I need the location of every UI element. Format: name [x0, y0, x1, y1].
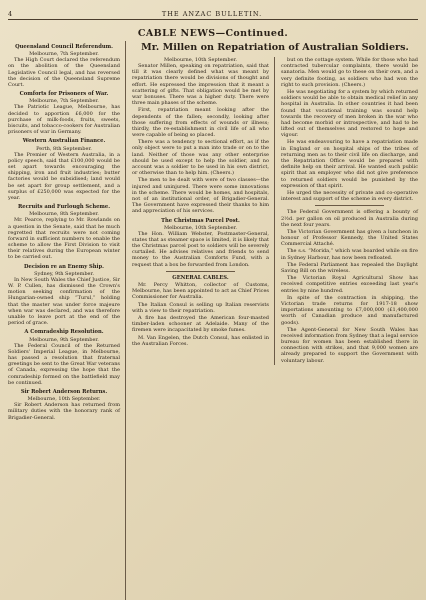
article-paragraph: The Italian Consul is selling up Italian reservists with a view to their repatriation. — [132, 301, 269, 314]
article — [281, 205, 418, 364]
article-paragraph: The Agent-General for New South Wales has received information from Sydney that a legal service bureau for women has been established there in connection with strikes, and that 9,000 women are already prepared to support the Government with voluntary labour. — [281, 326, 418, 364]
page-number: 4 — [8, 10, 13, 18]
article — [8, 389, 120, 421]
article — [8, 91, 120, 135]
article-paragraph: Senator Millen, speaking on repatriation, said that till it was clearly defined what was meant by repatriation there would be divisions of thought and effort. He expressed the impression that it meant a scattering of gifts. That obligation would be met by war bonuses. There was a higher duty. There were three main phases of the scheme. — [132, 63, 269, 107]
article-headline: A Comradeship Resolution. — [24, 329, 104, 336]
article-paragraph: The Premier of Western Australia, in a policy speech, said that £100,000 would be set apart towards encouraging the shipping, iron and fruit industries; butter factories would be subsidised; land would be set apart for group settlement, and a surplus of £250,000 was expected for the year. — [8, 151, 120, 201]
article — [8, 329, 120, 386]
article-paragraph: He was endeavouring to have a repatriation made in England or on hospital ships of the tribes of returning men as to their civil life on discharge, and the Repatriation Office would be prepared with definite help on their arrival. He wanted such public spirit that an employer who did not give preference to returned soldiers would be punished by the expression of that spirit. — [281, 139, 418, 189]
column-middle — [132, 57, 275, 365]
column-rule — [166, 271, 235, 272]
column-rule — [315, 205, 384, 206]
article-paragraph: Mr. Percy Whitton, collector of Customs, Melbourne, has been appointed to act as Chief Prices Commissioner for Australia. — [132, 282, 269, 301]
article-headline: Decision re an Enemy Ship. — [24, 263, 104, 270]
article — [8, 204, 120, 261]
publication-title: THE ANZAC BULLETIN. — [161, 10, 263, 18]
article-paragraph: but on the cottage system. While for those who had contracted tubercular complaints, there would be sanatoria. Men would go to these on their own, and a very definite footing, as soldiers who had won the right to such provision. (Cheers.) — [281, 57, 418, 88]
article-paragraph: The Victorian Government has given a luncheon in honour of Professor Kennedy, the United States Commercial Attaché. — [281, 228, 418, 248]
article — [132, 271, 269, 347]
article-paragraph: The Federal Government is offering a bounty of 2½d. per gallon on oil produced in Australia during the next four years. — [281, 209, 418, 228]
article-paragraph: The Federal Parliament has repealed the Daylight Saving Bill on the wireless. — [281, 261, 418, 274]
article — [8, 44, 120, 88]
article-paragraph: In spite of the contraction in shipping, the Victorian trade returns for 1917-18 show importations amounting to £7,000,000 (£1,400,000 worth of Canadian produce and manufactured goods). — [281, 294, 418, 326]
article-paragraph: The men to be dealt with were of two classes—the injured and uninjured. There were some innovations in the scheme. There would be homes, and hospitals, not of an institutional order, of Brigadier-General. The Government have expressed their thanks to him and appreciation of his services. — [132, 177, 269, 215]
article-dateline: Melbourne, 7th September. — [29, 51, 99, 58]
article-headline: Queensland Council Referendum. — [15, 44, 113, 50]
article-dateline: Perth, 8th September. — [36, 145, 92, 152]
article-headline: Comforts for Prisoners of War. — [19, 91, 109, 98]
article-dateline: Sydney, 9th September. — [34, 270, 94, 277]
article-paragraph: He was negotiating for a system by which returned soldiers would be able to obtain medical relief in any hospital in Australia. In other countries it had been found that vocational training was sound help towards the recovery of men broken in the war who had become morbid or introspective, and had to be lifted out of themselves and restored to hope and vigour. — [281, 88, 418, 139]
article — [8, 264, 120, 327]
article-dateline: Melbourne, 9th September. — [29, 336, 99, 343]
article-paragraph: The Victorian Royal Agricultural Show has received competitive entries exceeding last year's entries by nine hundred. — [281, 275, 418, 294]
article-paragraph: There was a tendency to sectional effort, as if the only object were to put a man into trade or on to the land. Neither of those was any other enterprise should be used except to help the soldier, and no account was a soldier to be used in his own district, or otherwise than to help him. (Cheers.) — [132, 139, 269, 177]
columns — [8, 41, 418, 600]
article-paragraph: M. Van Engelen, the Dutch Consul, has enlisted in the Australian Forces. — [132, 334, 269, 347]
article-headline: Recruits and Furlough Scheme. — [17, 204, 110, 211]
feature-headline: Mr. Millen on Repatriation of Australian Soldiers. — [141, 42, 409, 53]
article-dateline: Melbourne, 7th September. — [29, 98, 99, 105]
column-right — [281, 57, 418, 365]
article-headline: GENERAL CABLES. — [172, 274, 229, 281]
article-paragraph: First, repatriation meant looking after the dependents of the fallen; secondly, looking after those suffering from effects of wounds or illness; thirdly, the re-establishment in civil life of all who were capable of being so placed. — [132, 107, 269, 139]
article-paragraph: The Patriotic League, Melbourne, has decided to apportion £6,000 for the purchase of milk-foods, fruits, sweets, biscuits, and tobacco-cookers for Australian prisoners of war in Germany. — [8, 104, 120, 136]
article-headline: The Christmas Parcel Post. — [161, 217, 240, 224]
article-paragraph: A fire has destroyed the American four-masted timber-laden schooner at Adelaide. Many of the firemen were incapacitated by smoke fumes. — [132, 315, 269, 334]
article-paragraph: Mr. Pearce, replying to Mr. Rowlands on a question in the Senate, said that he much regretted that recruits were not coming forward in sufficient numbers to enable the scheme to allow the First Division to visit their relatives during the European winter to be carried out. — [8, 217, 120, 261]
article-paragraph: The Federal Council of the Returned Soldiers' Imperial League, in Melbourne, has passed a resolution that fraternal greetings be sent to the Great War veterans of Canada, expressing the hope that the comradeship formed on the battlefield may be continued. — [8, 342, 120, 386]
article-paragraph: The High Court declared the referendum on the abolition of the Queensland Legislative Council legal, and has reversed the decision of the Queensland Supreme Court. — [8, 57, 120, 88]
article-dateline: Melbourne, 10th September. — [164, 57, 237, 63]
article-dateline: Melbourne, 8th September. — [29, 211, 99, 218]
article-headline: Sir Robert Anderson Returns. — [20, 388, 108, 395]
article-paragraph: He urged the necessity of private and co-operative interest and support of the scheme in every district. — [281, 189, 418, 203]
column-left — [8, 41, 126, 600]
article — [132, 218, 269, 268]
article-dateline: Melbourne, 10th September. — [27, 396, 101, 403]
section-title: CABLE NEWS—Continued. — [137, 28, 289, 39]
article — [281, 57, 418, 202]
article-paragraph: In New South Wales the Chief Justice, Sir W. P. Cullen, has dismissed the Crown's motion seeking confirmation of the Hungarian-owned ship “Turul,” holding that the master was under force majeure when war was declared, and was therefore unable to leave port at the end of the period of grace. — [8, 276, 120, 327]
article-dateline: Melbourne, 10th September. — [164, 224, 237, 231]
article-paragraph: The s.s. “Morida,” which was boarded while on fire in Sydney Harbour, has now been refloated. — [281, 248, 418, 261]
article-headline: Western Australian Finance. — [22, 138, 106, 145]
article — [132, 57, 269, 215]
article-paragraph: Sir Robert Anderson has returned from military duties with the honorary rank of Brigadier-General. — [8, 402, 120, 421]
feature-area — [132, 41, 418, 600]
article — [8, 138, 120, 201]
running-header — [8, 8, 418, 20]
article-paragraph: The Hon. William Webster, Postmaster-General, states that as steamer space is limited, it is likely that the Christmas parcel post to soldiers will be severely curtailed. He advises relatives and friends to send money to the Australian Comforts Fund, with a request that a box be forwarded from London. — [132, 230, 269, 268]
